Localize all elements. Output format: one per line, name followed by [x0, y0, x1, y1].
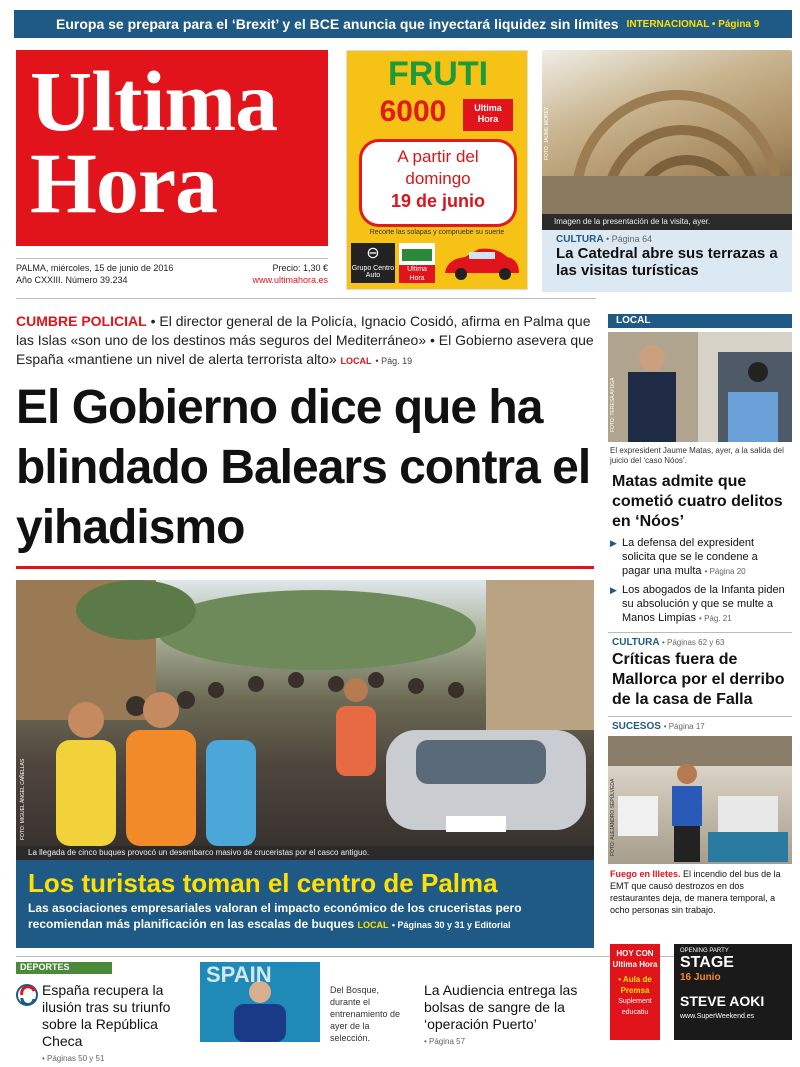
promo-line-1: A partir del — [397, 147, 479, 166]
fire-illustration — [608, 736, 792, 864]
crowd-photo-credit: FOTO: MIGUEL ÁNGEL CAÑELLAS — [20, 758, 26, 840]
cathedral-caption: Imagen de la presentación de la visita, ayer. — [542, 214, 792, 230]
aula-premsa-ad[interactable] — [610, 944, 660, 1040]
top-banner-headline: Europa se prepara para el ‘Brexit’ y el BCE anuncia que inyectará liquidez sin límites — [56, 16, 619, 32]
cathedral-story[interactable] — [542, 230, 792, 292]
cathedral-headline: La Catedral abre sus terrazas a las visitas turísticas — [556, 245, 778, 279]
logo-line-2: Hora — [30, 135, 218, 231]
top-banner[interactable] — [14, 10, 792, 38]
fire-photo-credit: FOTO: ALEJANDRO SEPÚLVEDA — [610, 778, 616, 856]
masthead-meta — [16, 258, 328, 286]
spain-story[interactable] — [42, 982, 192, 1067]
stage-party-ad[interactable] — [674, 944, 792, 1040]
matas-headline[interactable]: Matas admite que cometió cuatro delitos en ‘Nóos’ — [612, 473, 783, 530]
lead-kicker-text: • El director general de la Policía, Ignacio Cosidó, afirma en Palma que las Islas «son uno de los destinos más seguros del Mediterráneo» • El Gobierno asevera que España «mantiene un nivel de alerta terrorista alto» — [16, 313, 594, 367]
price: Precio: 1,30 € — [272, 263, 328, 273]
divider — [608, 716, 792, 717]
ad-text: • Aula de Premsa — [618, 975, 652, 995]
dateline: PALMA, miércoles, 15 de junio de 2016 — [16, 263, 174, 273]
puerto-page: • Página 57 — [424, 1037, 466, 1046]
lead-section: LOCAL — [340, 356, 372, 366]
matas-bullet-1[interactable]: ▶ La defensa del expresident solicita que se le condene a pagar una multa • Página 20 — [608, 534, 792, 581]
euro-logo-graphic — [18, 986, 36, 1004]
delbosque-caption: Del Bosque, durante el entrenamiento de ayer de la selección. — [330, 985, 401, 1043]
sidebar-tag-local[interactable]: LOCAL — [608, 314, 792, 328]
sucesos-kicker: SUCESOS • Página 17 — [612, 721, 705, 732]
euro-logo-icon — [16, 984, 38, 1006]
red-divider — [16, 566, 594, 569]
opel-logo-icon: ⊖ — [366, 245, 380, 262]
lead-headline[interactable]: El Gobierno dice que ha blindado Balears contra el yihadismo — [16, 381, 591, 554]
lead-kicker[interactable] — [16, 312, 596, 371]
ad-text: OPENING PARTY — [680, 948, 729, 954]
promo-brand-2: Ultima Hora — [399, 265, 435, 283]
puerto-headline: La Audiencia entrega las bolsas de sangre de la ‘operación Puerto’ — [424, 982, 578, 1032]
cultura-kicker: CULTURA • Páginas 62 y 63 — [612, 637, 725, 648]
fire-restaurant-photo[interactable] — [608, 736, 792, 864]
cathedral-kicker: CULTURA • Página 64 — [556, 234, 653, 245]
masthead-logo[interactable] — [16, 50, 328, 246]
website-link[interactable]: www.ultimahora.es — [252, 275, 328, 285]
top-banner-section: INTERNACIONAL • Página 9 — [626, 18, 760, 30]
spain-page: • Páginas 50 y 51 — [42, 1054, 105, 1063]
tourists-story[interactable] — [16, 860, 594, 948]
divider — [608, 632, 792, 633]
promo-brand-1: ⊖ Grupo Centro Auto — [351, 243, 395, 283]
photo-backdrop-text: SPAIN — [206, 962, 272, 987]
lead-page: • Pág. 19 — [375, 356, 413, 366]
promo-mini-logo: Ultima Hora — [463, 99, 513, 131]
matas-bullet-2[interactable]: ▶ Los abogados de la Infanta piden su absolución y que se multe a Manos Limpias • Pág. 21 — [608, 581, 792, 628]
issue-number: Año CXXIII. Número 39.234 — [16, 275, 128, 285]
matas-photo[interactable] — [608, 332, 792, 442]
crowd-illustration — [16, 580, 594, 846]
sidebar — [608, 314, 792, 920]
ad-text: STEVE AOKI — [680, 993, 765, 1009]
ad-text: Suplement educatiu — [618, 998, 652, 1016]
ad-text: HOY CON — [616, 949, 654, 958]
cathedral-photo[interactable] — [542, 50, 792, 214]
promo-line-3: 19 de junio — [390, 191, 486, 211]
terrace-floor — [542, 176, 792, 214]
crowd-photo[interactable] — [16, 580, 594, 846]
ad-text: STAGE — [680, 954, 734, 971]
fruti-promo-ad[interactable] — [346, 50, 528, 290]
photo-credit: FOTO: JAUME MOREY — [544, 106, 550, 160]
promo-strip: Recorte las solapas y compruebe su suerte — [369, 229, 505, 236]
cultura-headline[interactable]: Críticas fuera de Mallorca por el derribo de la casa de Falla — [612, 651, 785, 708]
car-icon — [439, 243, 523, 285]
tourists-headline: Los turistas toman el centro de Palma — [28, 868, 498, 898]
crowd-caption: La llegada de cinco buques provocó un desembarco masivo de cruceristas por el casco antiguo. — [16, 846, 594, 860]
lead-kicker-label: CUMBRE POLICIAL — [16, 313, 147, 329]
promo-date-box — [359, 139, 517, 227]
logo-line-1: Ultima — [30, 53, 278, 149]
matas-caption: El expresident Jaume Matas, ayer, a la salida del juicio del ‘caso Nóos’. — [610, 446, 784, 465]
matas-illustration — [608, 332, 792, 442]
ad-text: Ultima Hora — [612, 960, 658, 969]
divider — [16, 298, 596, 299]
car-graphic — [439, 243, 523, 285]
spain-headline: España recupera la ilusión tras su triunfo sobre la República Checa — [42, 982, 171, 1049]
promo-title: FRUTI — [387, 55, 489, 93]
promo-number: 6000 — [379, 95, 447, 128]
matas-photo-credit: FOTO: TERESA AYUGA — [610, 377, 616, 432]
deportes-tag[interactable]: DEPORTES — [16, 962, 112, 974]
promo-line-2: domingo — [405, 169, 471, 188]
puerto-story[interactable] — [424, 982, 594, 1050]
ad-text: www.SuperWeekend.es — [680, 1013, 755, 1020]
fire-story[interactable]: Fuego en Illetes. El incendio del bus de la EMT que causó destrozos en dos restaurantes deja, de manera temporal, a ocho personas sin trabajo. — [610, 869, 781, 915]
ad-text: 16 Junio — [680, 972, 721, 983]
delbosque-photo[interactable] — [200, 962, 320, 1042]
tourists-deck: Las asociaciones empresariales valoran el impacto económico de los cruceristas pero recomiendan más planificación en las escalas de buques LOCAL • Páginas 30 y 31 y Editorial — [28, 901, 522, 931]
